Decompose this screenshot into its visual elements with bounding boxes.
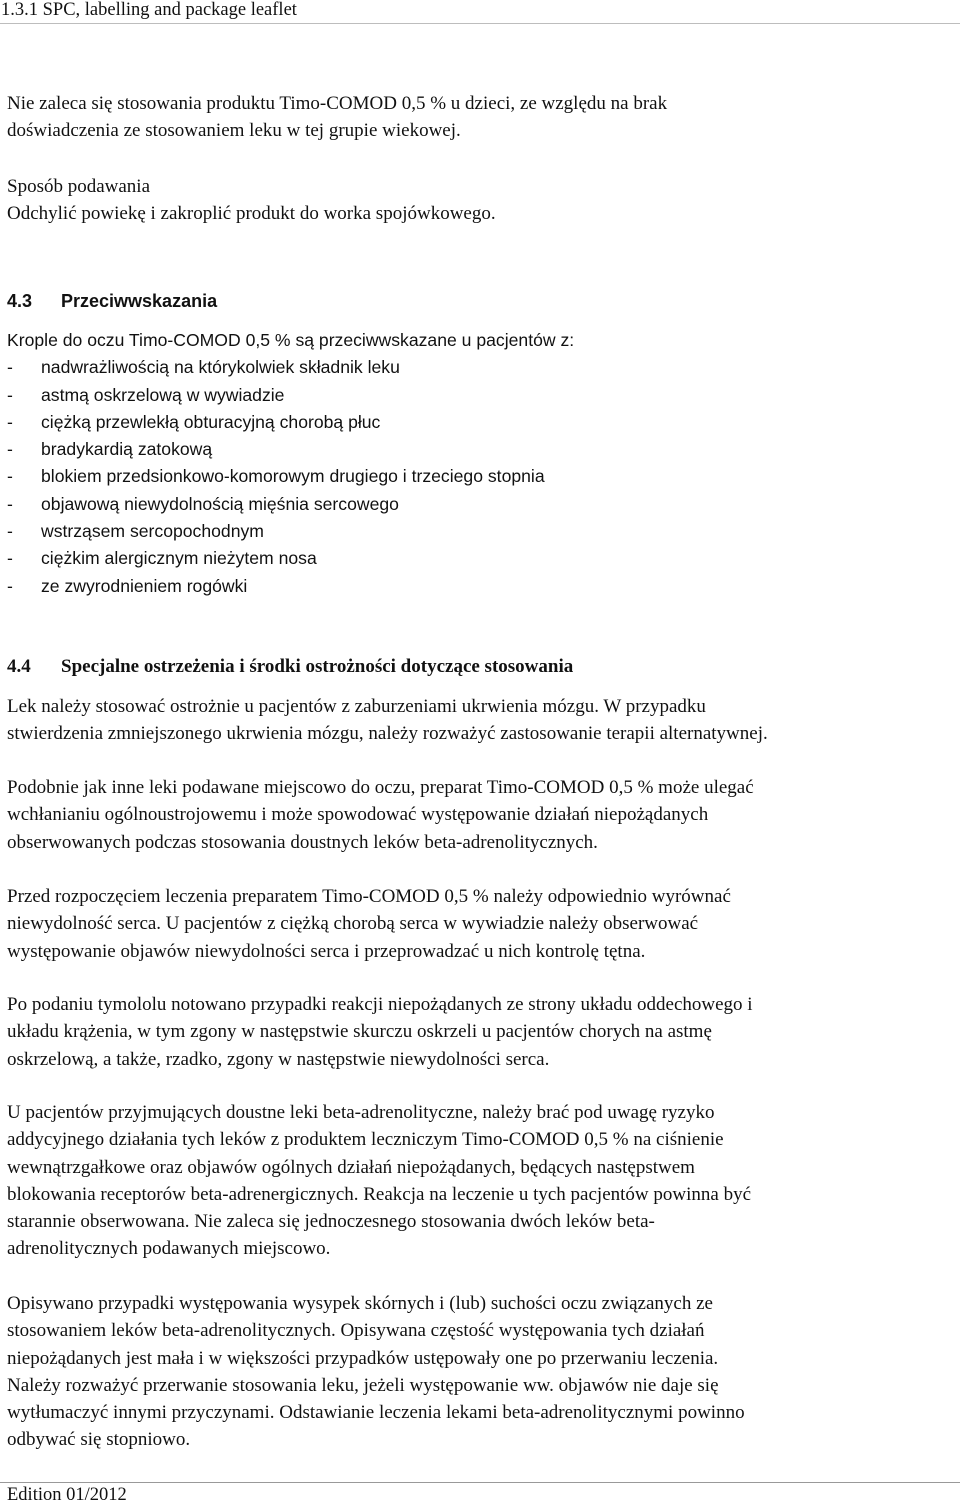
intro-line: Nie zaleca się stosowania produktu Timo-COMOD 0,5 % u dzieci, ze względu na brak <box>7 93 668 114</box>
document-footer: Edition 01/2012 <box>0 1482 960 1507</box>
list-item: - objawową niewydolnością mięśnia sercowego <box>7 493 399 514</box>
list-item: - wstrząsem sercopochodnym <box>7 521 264 542</box>
list-item: - nadwrażliwością na którykolwiek składnik leku <box>7 357 400 378</box>
section-4-3-heading <box>7 288 217 315</box>
list-item: - ciężką przewlekłą obturacyjną chorobą płuc <box>7 411 381 432</box>
administration-block <box>7 173 957 228</box>
list-item: - astmą oskrzelową w wywiadzie <box>7 384 285 405</box>
list-item: - bradykardią zatokową <box>7 439 213 460</box>
list-item: - ze zwyrodnieniem rogówki <box>7 575 248 596</box>
section-title: Specjalne ostrzeżenia i środki ostrożności dotyczące stosowania <box>61 656 574 677</box>
section-4-4-heading <box>7 653 573 680</box>
warning-paragraph: Lek należy stosować ostrożnie u pacjentów z zaburzeniami ukrwienia mózgu. W przypadku stwierdzenia zmniejszonego ukrwienia mózgu, należy rozważyć zastosowanie terapii alternatywnej. <box>7 696 768 745</box>
warning-paragraph: Opisywano przypadki występowania wysypek skórnych i (lub) suchości oczu związanych ze stosowaniem leków beta-adrenolitycznych. Opisywana częstość występowania tych działań niepożądanych jest mała i w większości przypadków ustępowały one po przerwaniu leczenia. Należy rozważyć przerwanie stosowania leku, jeżeli występowanie ww. objawów nie daje się wytłumaczyć innymi przyczynami. Odstawianie leczenia lekami beta-adrenolitycznymi powinno odbywać się stopniowo. <box>7 1293 745 1451</box>
warning-paragraph: Podobnie jak inne leki podawane miejscowo do oczu, preparat Timo-COMOD 0,5 % może ulegać wchłanianiu ogólnoustrojowemu i może spowodować występowanie działań niepożądanych obserwowanych podczas stosowania doustnych leków beta-adrenolitycznych. <box>7 777 754 853</box>
list-item: - blokiem przedsionkowo-komorowym drugiego i trzeciego stopnia <box>7 466 545 487</box>
warning-paragraph: Przed rozpoczęciem leczenia preparatem Timo-COMOD 0,5 % należy odpowiednio wyrównać niewydolność serca. U pacjentów z ciężką chorobą serca w wywiadzie należy obserwować występowanie objawów niewydolności serca i przeprowadzać u nich kontrolę tętna. <box>7 886 731 962</box>
section-title: Przeciwwskazania <box>61 291 218 311</box>
contraindications-block <box>7 327 957 600</box>
warning-paragraph: Po podaniu tymololu notowano przypadki reakcji niepożądanych ze strony układu oddechowego i układu krążenia, w tym zgony w następstwie skurczu oskrzeli u pacjentów chorych na astmę oskrzelową, a także, rzadko, zgony w następstwie niewydolności serca. <box>7 994 753 1070</box>
list-item: - ciężkim alergicznym nieżytem nosa <box>7 548 317 569</box>
warning-paragraph: U pacjentów przyjmujących doustne leki beta-adrenolityczne, należy brać pod uwagę ryzyko addycyjnego działania tych leków z produktem leczniczym Timo-COMOD 0,5 % na ciśnienie wewnątrzgałkowe oraz objawów ogólnych działań niepożądanych, będących następstwem blokowania receptorów beta-adrenergicznych. Reakcja na leczenie u tych pacjentów powinna być starannie obserwowana. Nie zaleca się jednoczesnego stosowania dwóch leków beta- adrenolitycznych podawanych miejscowo. <box>7 1102 752 1260</box>
administration-title: Sposób podawania <box>7 176 151 197</box>
administration-text: Odchylić powiekę i zakroplić produkt do worka spojówkowego. <box>7 203 496 225</box>
section-number: 4.4 <box>7 656 31 677</box>
section-number: 4.3 <box>7 291 33 311</box>
intro-line: doświadczenia ze stosowaniem leku w tej grupie wiekowej. <box>7 120 461 142</box>
contraindications-intro: Krople do oczu Timo-COMOD 0,5 % są przeciwwskazane u pacjentów z: <box>7 330 575 350</box>
intro-paragraph <box>7 90 957 145</box>
document-header: 1.3.1 SPC, labelling and package leaflet <box>0 0 960 24</box>
